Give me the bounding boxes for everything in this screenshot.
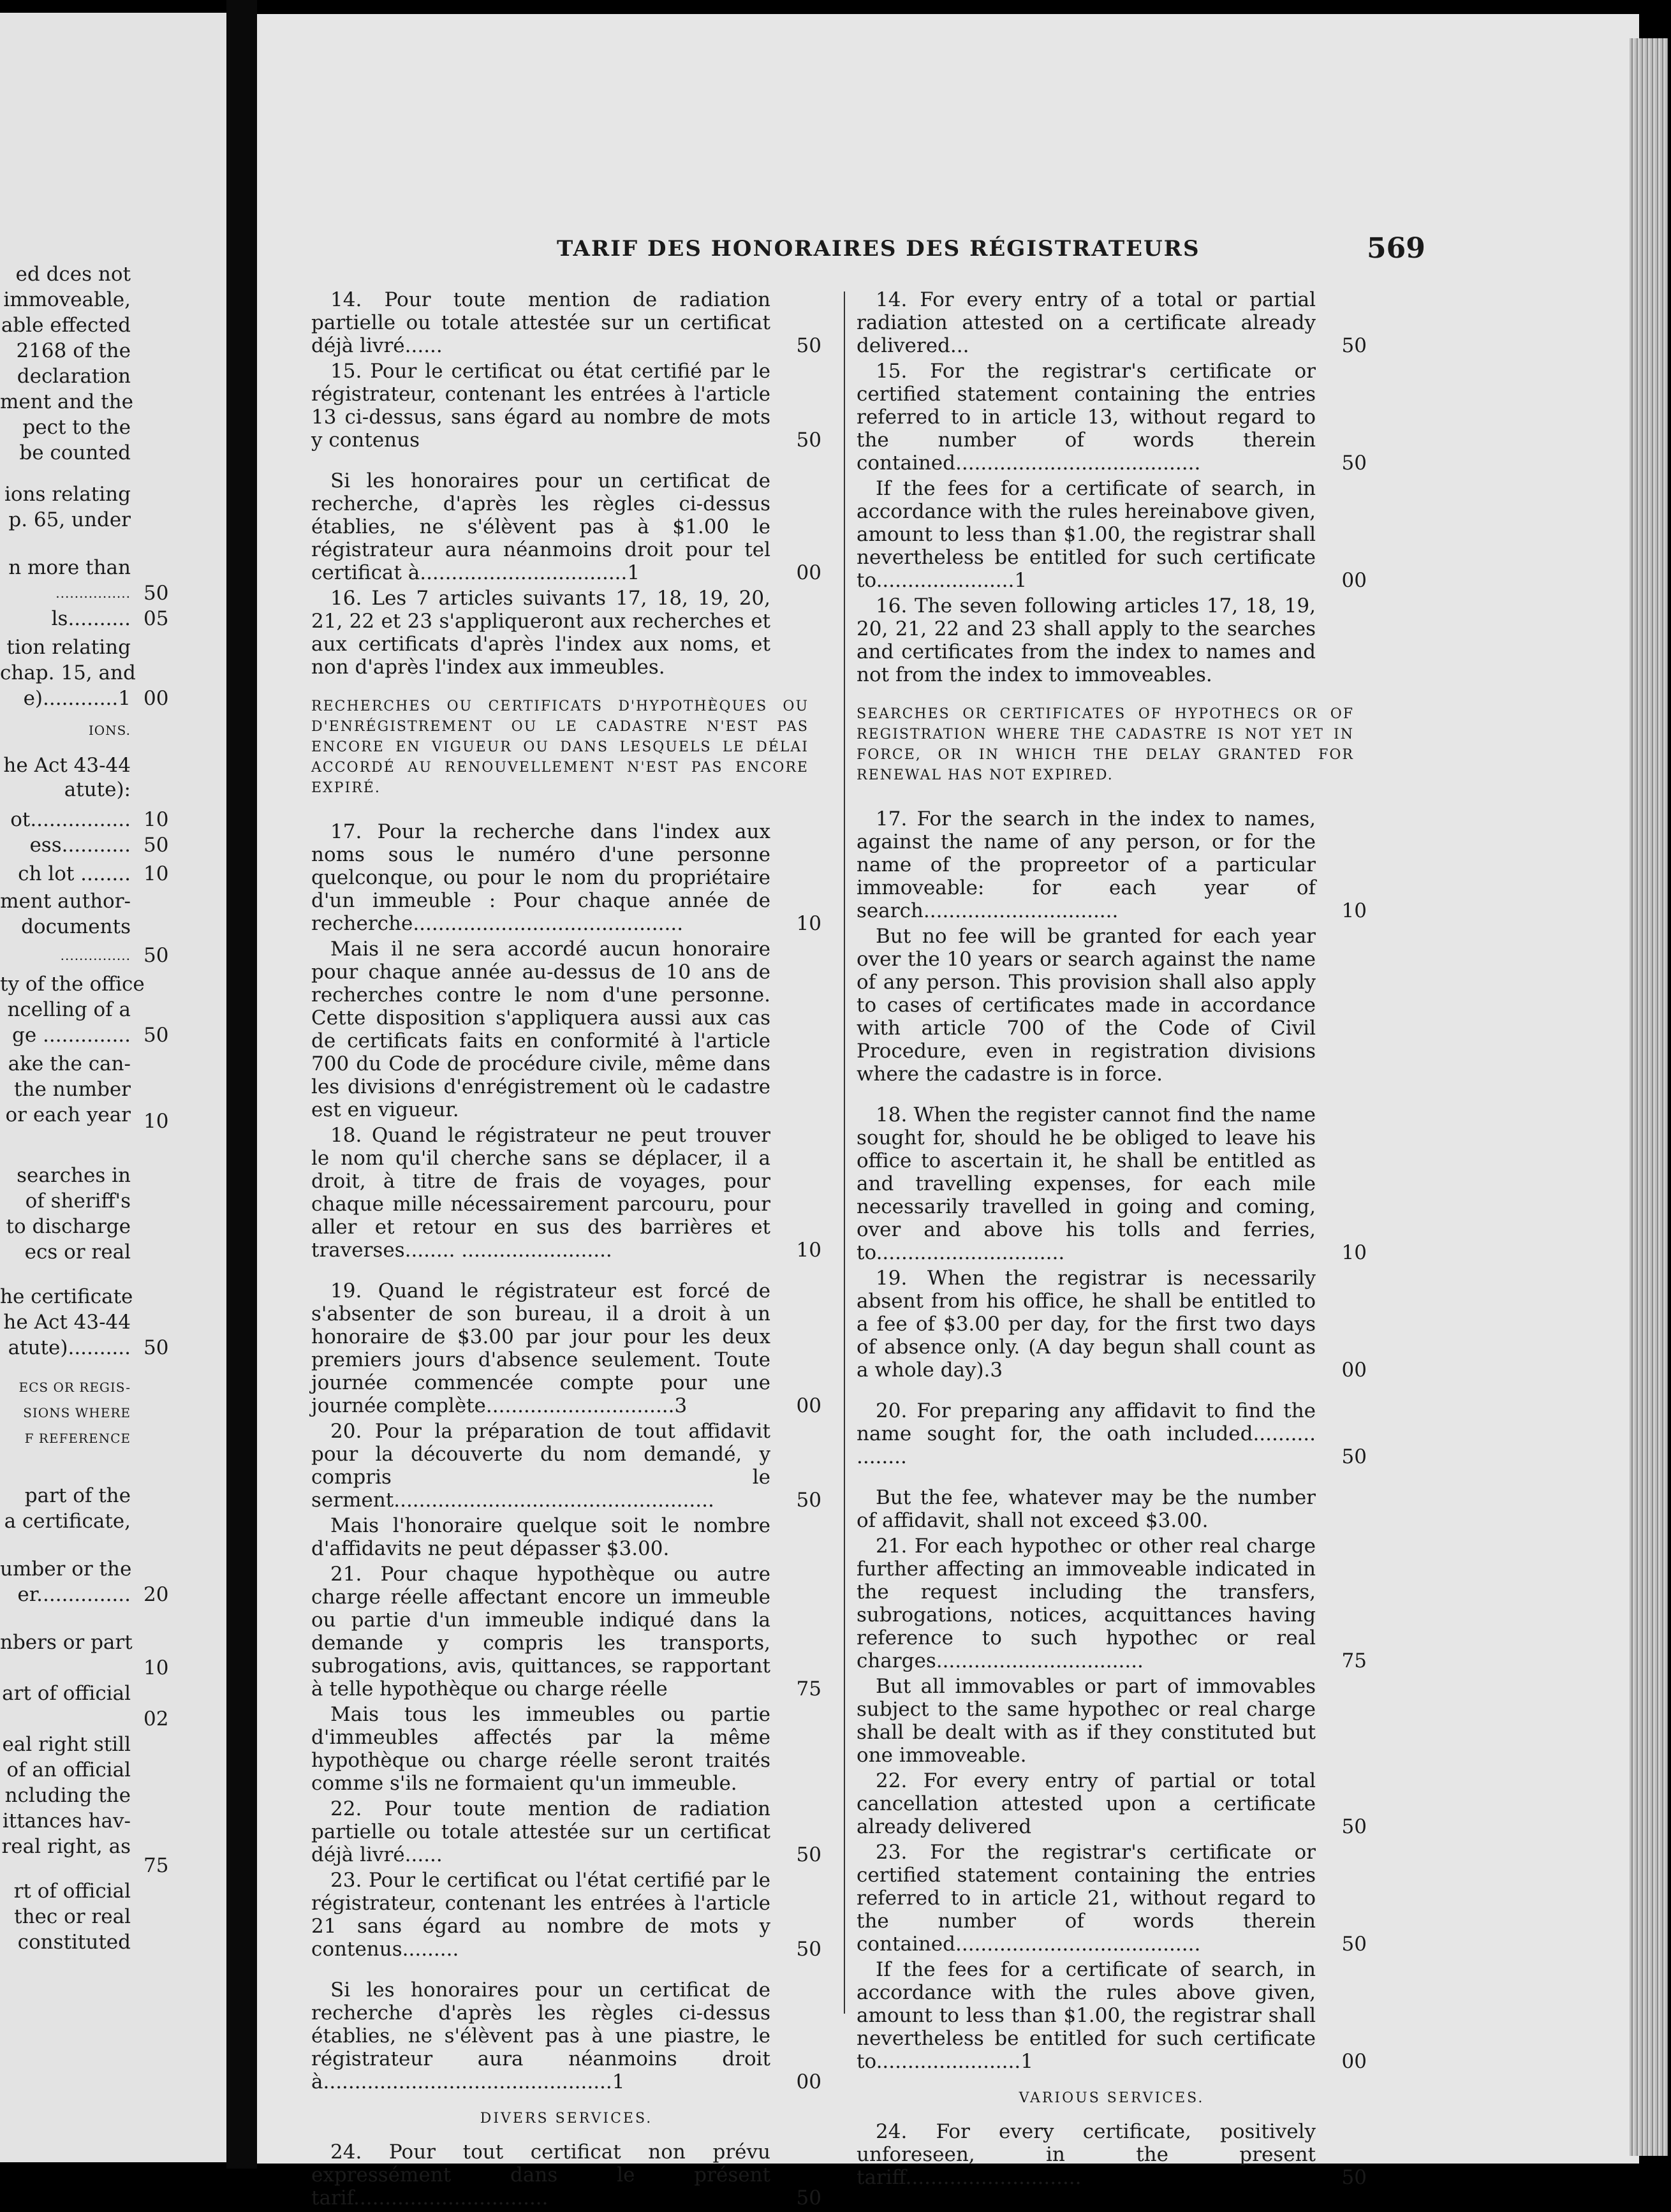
tariff-item-text: 17. Pour la recherche dans l'index aux noms sous le numéro d'une personne quelconque, ou pour le nom du propriétaire d'un immeuble : Pour chaque année de recherche........................................... <box>311 820 770 935</box>
facing-page-line: searches in <box>17 1164 131 1187</box>
english-column <box>857 288 1367 2192</box>
tariff-item-text: Mais l'honoraire quelque soit le nombre d'affidavits ne peut dépasser $3.00. <box>311 1514 770 1560</box>
facing-page-line: documents <box>21 915 131 938</box>
facing-page-line: able effected <box>1 314 131 337</box>
facing-page-line: ncelling of a <box>7 998 131 1021</box>
tariff-item-text: 16. Les 7 articles suivants 17, 18, 19, 20, 21, 22 et 23 s'appliqueront aux recherches et aux certificats d'après l'index aux noms, et non d'après l'index aux immeubles. <box>311 587 770 679</box>
facing-page-line: F REFERENCE <box>24 1431 131 1446</box>
tariff-item <box>857 594 1367 686</box>
facing-page-line: he Act 43-44 <box>3 754 131 777</box>
tariff-fee: 00 <box>1341 2050 1367 2073</box>
facing-page-fee: 00 <box>144 687 169 710</box>
tariff-item-text: Mais il ne sera accordé aucun honoraire pour chaque année au-dessus de 10 ans de recherches contre le nom d'une personne. Cette disposition s'appliquera aussi aux cas de certificats faits en conformité à l'article 700 du Code de procédure civile, même dans les divisions d'enrégistrement où le cadastre est en vigueur. <box>311 938 770 1121</box>
tariff-item <box>311 1869 821 1961</box>
facing-page-line: to discharge <box>6 1215 131 1238</box>
tariff-fee: 00 <box>796 2070 821 2093</box>
facing-page-line: 2168 of the <box>16 339 131 362</box>
facing-page-fee: 05 <box>144 607 169 630</box>
facing-page-line: be counted <box>19 441 131 464</box>
tariff-item-text: 19. When the registrar is necessarily absent from his office, he shall be entitled to a fee of $3.00 per day, for the first two days of absence only. (A day begun shall count as a whole day).3 <box>857 1267 1316 1382</box>
facing-page-line: p. 65, under <box>8 508 131 531</box>
facing-page-line: ty of the office <box>0 973 145 996</box>
facing-page-line: atute).......... <box>8 1336 131 1359</box>
tariff-item <box>857 1535 1367 1672</box>
tariff-item <box>311 1563 821 1700</box>
tariff-item <box>857 1103 1367 1264</box>
facing-page-fee: 50 <box>144 1336 169 1359</box>
tariff-item-text: 22. For every entry of partial or total cancellation attested upon a certificate already delivered <box>857 1769 1316 1838</box>
page-edges <box>1630 38 1668 2156</box>
tariff-item <box>857 1675 1367 1767</box>
tariff-item <box>311 1279 821 1417</box>
tariff-fee: 50 <box>1341 334 1367 357</box>
facing-page-line: ncluding the <box>4 1784 131 1807</box>
tariff-item-text: If the fees for a certificate of search, in accordance with the rules above given, amount to less than $1.00, the registrar shall nevertheless be entitled for such certificate to.......................1 <box>857 1958 1316 2073</box>
tariff-item <box>311 1979 821 2093</box>
facing-page-line: nbers or part <box>0 1631 133 1654</box>
subsection-heading: VARIOUS SERVICES. <box>1019 2090 1205 2106</box>
facing-page-fee: 02 <box>144 1707 169 1730</box>
facing-page-line: rt of official <box>13 1880 131 1903</box>
facing-page-line: part of the <box>24 1484 131 1507</box>
facing-page-fragment <box>0 13 226 2162</box>
facing-page-line: real right, as <box>1 1835 131 1858</box>
facing-page-fee: 10 <box>144 1656 169 1679</box>
tariff-item <box>857 288 1367 357</box>
facing-page-line: ls.......... <box>51 607 131 630</box>
tariff-item-text: 17. For the search in the index to names, against the name of any person, or for the name of the propreetor of a particular immoveable: for each year of search............................... <box>857 807 1316 922</box>
section-heading: RECHERCHES OU CERTIFICATS D'HYPOTHÈQUES OU D'ENRÉGISTREMENT OU LE CADASTRE N'EST PAS ENCORE EN VIGUEUR OU DANS LESQUELS LE DÉLAI ACCORDÉ AU RENOUVELLEMENT N'EST PAS ENCORE EXPIRÉ. <box>311 698 809 796</box>
page <box>257 14 1639 2209</box>
tariff-item <box>857 925 1367 1086</box>
facing-page-line: ............... <box>60 948 131 963</box>
tariff-fee: 10 <box>1341 1241 1367 1264</box>
tariff-item <box>857 360 1367 475</box>
tariff-fee: 50 <box>1341 2166 1367 2189</box>
facing-page-line: pect to the <box>22 416 131 439</box>
tariff-item <box>311 1420 821 1512</box>
facing-page-line: of sheriff's <box>25 1190 131 1213</box>
column-divider <box>844 291 845 2014</box>
facing-page-line: IONS. <box>88 723 131 738</box>
facing-page-line: chap. 15, and <box>0 661 136 684</box>
tariff-item-text: But no fee will be granted for each year over the 10 years or search against the name of any person. This provision shall also apply to cases of certificates made in accordance with article 700 of the Code of Civil Procedure, even in registration divisions where the cadastre is in force. <box>857 925 1316 1086</box>
tariff-item-text: 15. Pour le certificat ou état certifié par le régistrateur, contenant les entrées à l'article 13 ci-dessus, sans égard au nombre de mots y contenus <box>311 360 770 452</box>
facing-page-line: umber or the <box>0 1558 132 1581</box>
tariff-fee: 50 <box>1341 1815 1367 1838</box>
facing-page-line: SIONS WHERE <box>23 1405 131 1420</box>
facing-page-fee: 50 <box>144 834 169 857</box>
facing-page-line: er............... <box>17 1583 131 1606</box>
facing-page-line: ot................ <box>10 808 131 831</box>
tariff-fee: 50 <box>1341 1445 1367 1468</box>
facing-page-line: ions relating <box>4 483 131 506</box>
tariff-item-text: 24. Pour tout certificat non prévu expressément dans le présent tarif............................... <box>311 2141 770 2209</box>
tariff-item-text: 18. When the register cannot find the name sought for, should he be obliged to leave his office to ascertain it, he shall be entitled as and travelling expenses, for each mile necessarily travelled in going and coming, over and above his tolls and ferries, to.............................. <box>857 1103 1316 1264</box>
tariff-fee: 50 <box>796 1489 821 1512</box>
tariff-fee: 00 <box>1341 569 1367 592</box>
facing-page-line: ess........... <box>29 834 131 857</box>
facing-page-fee: 50 <box>144 582 169 605</box>
tariff-item-text: 19. Quand le régistrateur est forcé de s'absenter de son bureau, il a droit à un honoraire de $3.00 par jour pour les deux premiers jours d'absence seulement. Toute journée commencée compte pour une journée complète..............................3 <box>311 1279 770 1417</box>
tariff-item <box>311 2141 821 2209</box>
tariff-item-text: 21. For each hypothec or other real charge further affecting an immoveable indicated in the request including the transfers, subrogations, notices, acquittances having reference to such hypothec or real charges................................. <box>857 1535 1316 1672</box>
facing-page-line: of an official <box>6 1759 131 1781</box>
tariff-item <box>857 1267 1367 1382</box>
tariff-item-text: 20. Pour la préparation de tout affidavit pour la découverte du nom demandé, y compris le serment................................................... <box>311 1420 770 1512</box>
tariff-item-text: 21. Pour chaque hypothèque ou autre charge réelle affectant encore un immeuble ou partie d'un immeuble indiqué dans la demande y compris les transports, subrogations, avis, quittances, se rapportant à telle hypothèque ou charge réelle <box>311 1563 770 1700</box>
facing-page-line: immoveable, <box>3 288 131 311</box>
tariff-fee: 00 <box>796 1394 821 1417</box>
facing-page-line: a certificate, <box>4 1510 131 1533</box>
tariff-fee: 50 <box>796 334 821 357</box>
tariff-fee: 50 <box>1341 1933 1367 1956</box>
facing-page-line: ch lot ........ <box>18 862 131 885</box>
facing-page-line: tion relating <box>6 636 131 659</box>
tariff-item-text: 23. Pour le certificat ou l'état certifié par le régistrateur, contenant les entrées à l'article 21 sans égard au nombre de mots y contenus......... <box>311 1869 770 1961</box>
facing-page-fee: 75 <box>144 1854 169 1877</box>
tariff-fee: 10 <box>796 1239 821 1262</box>
tariff-item-text: 23. For the registrar's certificate or certified statement containing the entries referred to in article 21, without regard to the number of words therein contained....................................... <box>857 1841 1316 1956</box>
tariff-item <box>311 288 821 357</box>
facing-page-line: he certificate <box>0 1285 133 1308</box>
running-title: TARIF DES HONORAIRES DES RÉGISTRATEURS <box>557 236 1200 262</box>
tariff-fee: 10 <box>796 912 821 935</box>
facing-page-line: n more than <box>8 556 131 579</box>
tariff-item-text: 16. The seven following articles 17, 18, 19, 20, 21, 22 and 23 shall apply to the searches and certificates from the index to names and not from the index to immoveables. <box>857 594 1316 686</box>
tariff-item <box>857 1486 1367 1532</box>
tariff-fee: 75 <box>1341 1649 1367 1672</box>
tariff-item-text: Si les honoraires pour un certificat de recherche, d'après les règles ci-dessus établies, ne s'élèvent pas à $1.00 le régistrateur aura néanmoins droit pour tel certificat à.................................1 <box>311 469 770 584</box>
page-header <box>257 232 1639 268</box>
tariff-item <box>311 1797 821 1866</box>
facing-page-line: ake the can- <box>8 1052 131 1075</box>
tariff-fee: 50 <box>796 2186 821 2209</box>
tariff-item-text: 18. Quand le régistrateur ne peut trouver le nom qu'il cherche sans se déplacer, il a droit, à titre de frais de voyages, pour chaque mille nécessairement parcouru, pour aller et retour en sus des barrières et traverses........ ........................ <box>311 1124 770 1262</box>
tariff-item-text: Mais tous les immeubles ou partie d'immeubles affectés par la même hypothèque ou charge réelle seront traités comme s'ils ne formaient qu'un immeuble. <box>311 1703 770 1795</box>
tariff-item <box>857 2120 1367 2189</box>
facing-page-line: e)............1 <box>23 687 131 710</box>
tariff-fee: 75 <box>796 1677 821 1700</box>
tariff-item <box>311 1703 821 1795</box>
tariff-fee: 00 <box>796 561 821 584</box>
facing-page-line: or each year <box>5 1103 131 1126</box>
tariff-fee: 10 <box>1341 899 1367 922</box>
tariff-item <box>311 1514 821 1560</box>
french-column <box>311 288 821 2212</box>
facing-page-fee: 50 <box>144 1024 169 1047</box>
facing-page-line: atute): <box>64 778 131 801</box>
tariff-fee: 50 <box>796 1938 821 1961</box>
tariff-item-text: 15. For the registrar's certificate or certified statement containing the entries referred to in article 13, without regard to the number of words therein contained....................................... <box>857 360 1316 475</box>
tariff-fee: 50 <box>1341 452 1367 475</box>
tariff-item <box>311 587 821 679</box>
tariff-item-text: But all immovables or part of immovables subject to the same hypothec or real charge shall be dealt with as if they constituted but one immoveable. <box>857 1675 1316 1767</box>
tariff-item <box>857 807 1367 922</box>
facing-page-line: declaration <box>17 365 131 388</box>
section-heading: SEARCHES OR CERTIFICATES OF HYPOTHECS OR OF REGISTRATION WHERE THE CADASTRE IS NOT YET IN FORCE, OR IN WHICH THE DELAY GRANTED FOR RENEWAL HAS NOT EXPIRED. <box>857 706 1354 783</box>
facing-page-line: ed dces not <box>15 263 131 286</box>
facing-page-line: ecs or real <box>24 1241 131 1264</box>
facing-page-line: the number <box>14 1078 131 1101</box>
tariff-item <box>311 938 821 1121</box>
tariff-item-text: 24. For every certificate, positively unforeseen, in the present tariff............................ <box>857 2120 1316 2189</box>
tariff-item <box>311 820 821 935</box>
facing-page-line: thec or real <box>14 1905 131 1928</box>
facing-page-line: ment author- <box>0 890 131 913</box>
facing-page-fee: 10 <box>144 1110 169 1133</box>
facing-page-line: art of official <box>2 1682 131 1705</box>
tariff-item <box>857 1841 1367 1956</box>
tariff-item <box>311 469 821 584</box>
tariff-item <box>311 360 821 452</box>
facing-page-line: constituted <box>17 1931 131 1954</box>
book-gutter <box>226 0 257 2169</box>
facing-page-line: ge .............. <box>12 1024 131 1047</box>
facing-page-line: ECS OR REGIS- <box>18 1380 131 1395</box>
tariff-item-text: But the fee, whatever may be the number of affidavit, shall not exceed $3.00. <box>857 1486 1316 1532</box>
tariff-item-text: 22. Pour toute mention de radiation partielle ou totale attestée sur un certificat déjà livré...... <box>311 1797 770 1866</box>
tariff-item <box>857 477 1367 592</box>
facing-page-fee: 10 <box>144 862 169 885</box>
facing-page-line: ittances hav- <box>2 1810 131 1832</box>
subsection-heading: DIVERS SERVICES. <box>480 2111 653 2127</box>
tariff-item <box>857 1769 1367 1838</box>
facing-page-fee: 10 <box>144 808 169 831</box>
facing-page-fee: 20 <box>144 1583 169 1606</box>
tariff-item-text: Si les honoraires pour un certificat de recherche d'après les règles ci-dessus établies, ne s'élèvent pas à une piastre, le régistrateur aura néanmoins droit à..............................................1 <box>311 1979 770 2093</box>
tariff-item <box>311 1124 821 1262</box>
tariff-item-text: 20. For preparing any affidavit to find the name sought for, the oath included.......... ........ <box>857 1399 1316 1468</box>
facing-page-line: ................ <box>55 586 131 601</box>
facing-page-line: eal right still <box>2 1733 131 1756</box>
tariff-item <box>857 1958 1367 2073</box>
tariff-item <box>857 1399 1367 1468</box>
tariff-item-text: 14. Pour toute mention de radiation partielle ou totale attestée sur un certificat déjà livré...... <box>311 288 770 357</box>
facing-page-line: ment and the <box>0 390 133 413</box>
page-number: 569 <box>1367 232 1425 265</box>
tariff-fee: 50 <box>796 429 821 452</box>
tariff-fee: 50 <box>796 1843 821 1866</box>
facing-page-fee: 50 <box>144 944 169 967</box>
tariff-fee: 00 <box>1341 1359 1367 1382</box>
tariff-item-text: If the fees for a certificate of search, in accordance with the rules hereinabove given, amount to less than $1.00, the registrar shall nevertheless be entitled for such certificate to......................1 <box>857 477 1316 592</box>
facing-page-line: he Act 43-44 <box>3 1311 131 1334</box>
tariff-item-text: 14. For every entry of a total or partial radiation attested on a certificate already delivered... <box>857 288 1316 357</box>
